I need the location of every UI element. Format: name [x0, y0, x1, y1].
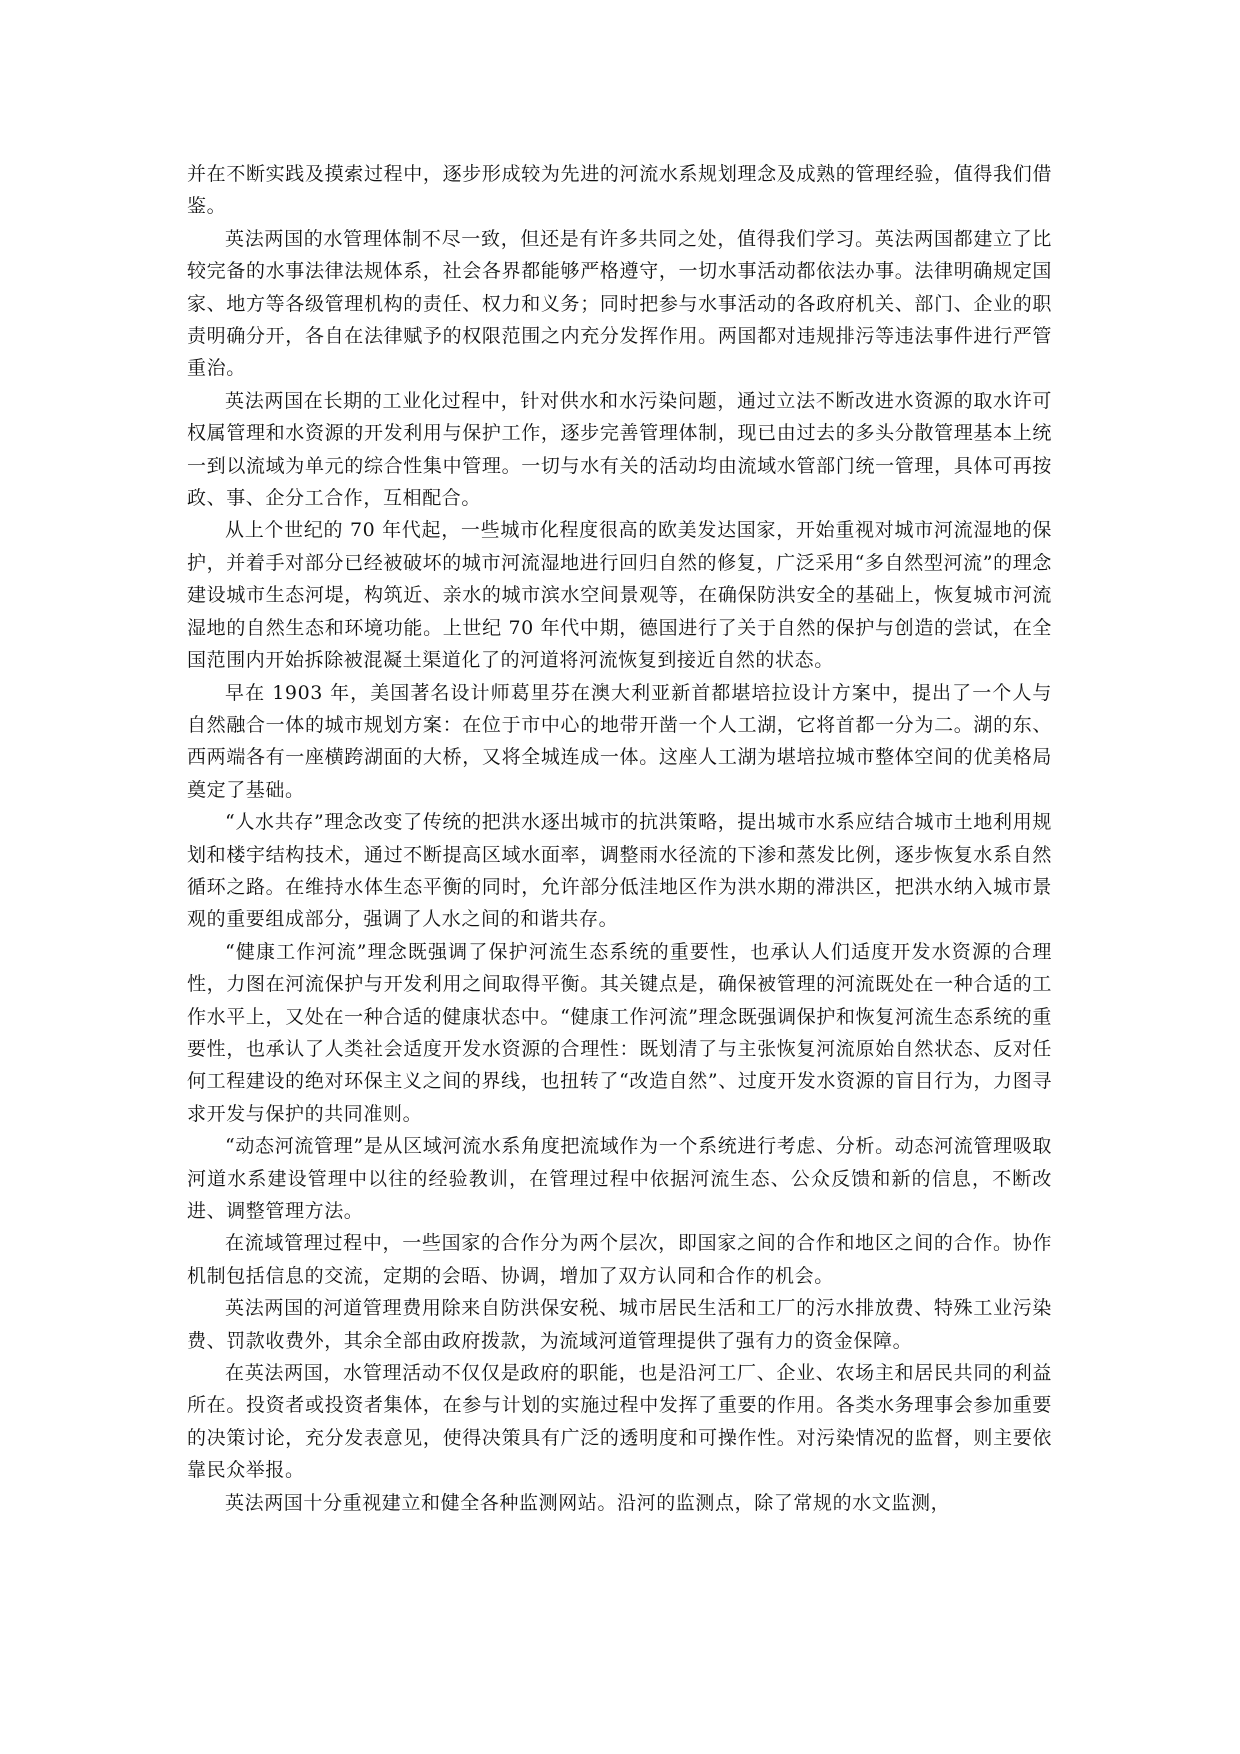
paragraph-10: 英法两国的河道管理费用除来自防洪保安税、城市居民生活和工厂的污水排放费、特殊工业污染费、罚款收费外，其余全部由政府拨款，为流域河道管理提供了强有力的资金保障。 [187, 1297, 1052, 1352]
paragraph-5: 早在 1903 年，美国著名设计师葛里芬在澳大利亚新首都堪培拉设计方案中，提出了一个人与自然融合一体的城市规划方案：在位于市中心的地带开凿一个人工湖，它将首都一分为二。湖的东、西两端各有一座横跨湖面的大桥，又将全城连成一体。这座人工湖为堪培拉城市整体空间的优美格局奠定了基础。 [187, 681, 1052, 801]
paragraph-12: 英法两国十分重视建立和健全各种监测网站。沿河的监测点，除了常规的水文监测， [225, 1491, 951, 1514]
paragraph-6: “人水共存”理念改变了传统的把洪水逐出城市的抗洪策略，提出城市水系应结合城市土地利用规划和楼宇结构技术，通过不断提高区域水面率，调整雨水径流的下渗和蒸发比例，逐步恢复水系自然循环之路。在维持水体生态平衡的同时，允许部分低洼地区作为洪水期的滞洪区，把洪水纳入城市景观的重要组成部分，强调了人水之间的和谐共存。 [187, 811, 1052, 931]
paragraph-9: 在流域管理过程中，一些国家的合作分为两个层次，即国家之间的合作和地区之间的合作。协作机制包括信息的交流，定期的会晤、协调，增加了双方认同和合作的机会。 [187, 1232, 1052, 1287]
paragraph-3: 英法两国在长期的工业化过程中，针对供水和水污染问题，通过立法不断改进水资源的取水许可权属管理和水资源的开发利用与保护工作，逐步完善管理体制，现已由过去的多头分散管理基本上统一到以流域为单元的综合性集中管理。一切与水有关的活动均由流域水管部门统一管理，具体可再按政、事、企分工合作，互相配合。 [187, 389, 1052, 510]
paragraph-11: 在英法两国，水管理活动不仅仅是政府的职能，也是沿河工厂、企业、农场主和居民共同的利益所在。投资者或投资者集体，在参与计划的实施过程中发挥了重要的作用。各类水务理事会参加重要的决策讨论，充分发表意见，使得决策具有广泛的透明度和可操作性。对污染情况的监督，则主要依靠民众举报。 [187, 1362, 1052, 1482]
paragraph-7: “健康工作河流”理念既强调了保护河流生态系统的重要性，也承认人们适度开发水资源的合理性，力图在河流保护与开发利用之间取得平衡。其关键点是，确保被管理的河流既处在一种合适的工作水平上，又处在一种合适的健康状态中。“健康工作河流”理念既强调保护和恢复河流生态系统的重要性，也承认了人类社会适度开发水资源的合理性：既划清了与主张恢复河流原始自然状态、反对任何工程建设的绝对环保主义之间的界线，也扭转了“改造自然”、过度开发水资源的盲目行为，力图寻求开发与保护的共同准则。 [187, 940, 1052, 1125]
paragraph-4: 从上个世纪的 70 年代起，一些城市化程度很高的欧美发达国家，开始重视对城市河流湿地的保护，并着手对部分已经被破坏的城市河流湿地进行回归自然的修复，广泛采用“多自然型河流”的理念建设城市生态河堤，构筑近、亲水的城市滨水空间景观等，在确保防洪安全的基础上，恢复城市河流湿地的自然生态和环境功能。上世纪 70 年代中期，德国进行了关于自然的保护与创造的尝试，在全国范围内开始拆除被混凝土渠道化了的河道将河流恢复到接近自然的状态。 [187, 519, 1052, 672]
paragraph-8: “动态河流管理”是从区域河流水系角度把流域作为一个系统进行考虑、分析。动态河流管理吸取河道水系建设管理中以往的经验教训，在管理过程中依据河流生态、公众反馈和新的信息，不断改进、调整管理方法。 [187, 1135, 1052, 1222]
document-body [187, 158, 1052, 1519]
paragraph-2: 英法两国的水管理体制不尽一致，但还是有许多共同之处，值得我们学习。英法两国都建立了比较完备的水事法律法规体系，社会各界都能够严格遵守，一切水事活动都依法办事。法律明确规定国家、地方等各级管理机构的责任、权力和义务；同时把参与水事活动的各政府机关、部门、企业的职责明确分开，各自在法律赋予的权限范围之内充分发挥作用。两国都对违规排污等违法事件进行严管重治。 [187, 227, 1052, 380]
paragraph-1: 并在不断实践及摸索过程中，逐步形成较为先进的河流水系规划理念及成熟的管理经验，值得我们借鉴。 [187, 163, 1052, 218]
